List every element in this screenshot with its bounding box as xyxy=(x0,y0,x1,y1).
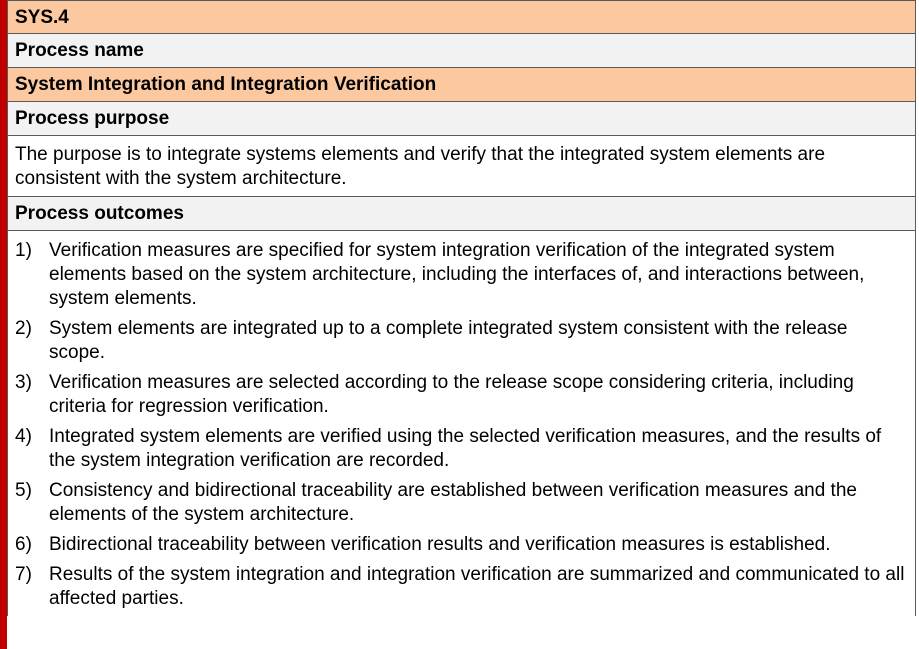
outcome-number: 3) xyxy=(15,372,32,393)
process-purpose-text: The purpose is to integrate systems elements and verify that the integrated system elements are consistent with the system architecture. xyxy=(8,136,915,197)
outcome-text: System elements are integrated up to a complete integrated system consistent with the release scope. xyxy=(49,318,848,363)
outcome-item xyxy=(15,563,907,611)
outcome-number: 6) xyxy=(15,534,32,555)
process-name-label: Process name xyxy=(8,34,915,68)
process-table xyxy=(7,0,916,616)
process-id-header: SYS.4 xyxy=(8,0,915,34)
outcome-item xyxy=(15,425,907,473)
outcome-number: 5) xyxy=(15,480,32,501)
process-outcomes-label: Process outcomes xyxy=(8,197,915,231)
outcome-text: Bidirectional traceability between verification results and verification measures is established. xyxy=(49,534,831,555)
outcome-number: 1) xyxy=(15,240,32,261)
outcome-item xyxy=(15,479,907,527)
outcome-item xyxy=(15,371,907,419)
outcome-item xyxy=(15,239,907,311)
process-outcomes-list xyxy=(8,231,915,616)
outcome-item xyxy=(15,533,907,557)
outcome-text: Verification measures are specified for system integration verification of the integrated system elements based on the system architecture, including the interfaces of, and interactions between, system elements. xyxy=(49,240,865,309)
outcome-text: Results of the system integration and integration verification are summarized and communicated to all affected parties. xyxy=(49,564,905,609)
process-name-value: System Integration and Integration Verification xyxy=(8,68,915,102)
outcome-text: Integrated system elements are verified using the selected verification measures, and the results of the system integration verification are recorded. xyxy=(49,426,882,471)
outcome-number: 7) xyxy=(15,564,32,585)
outcome-text: Consistency and bidirectional traceability are established between verification measures and the elements of the system architecture. xyxy=(49,480,857,525)
outcome-number: 2) xyxy=(15,318,32,339)
outcome-number: 4) xyxy=(15,426,32,447)
left-accent-bar xyxy=(0,0,7,649)
outcome-text: Verification measures are selected according to the release scope considering criteria, including criteria for regression verification. xyxy=(49,372,854,417)
outcome-item xyxy=(15,317,907,365)
process-purpose-label: Process purpose xyxy=(8,102,915,136)
